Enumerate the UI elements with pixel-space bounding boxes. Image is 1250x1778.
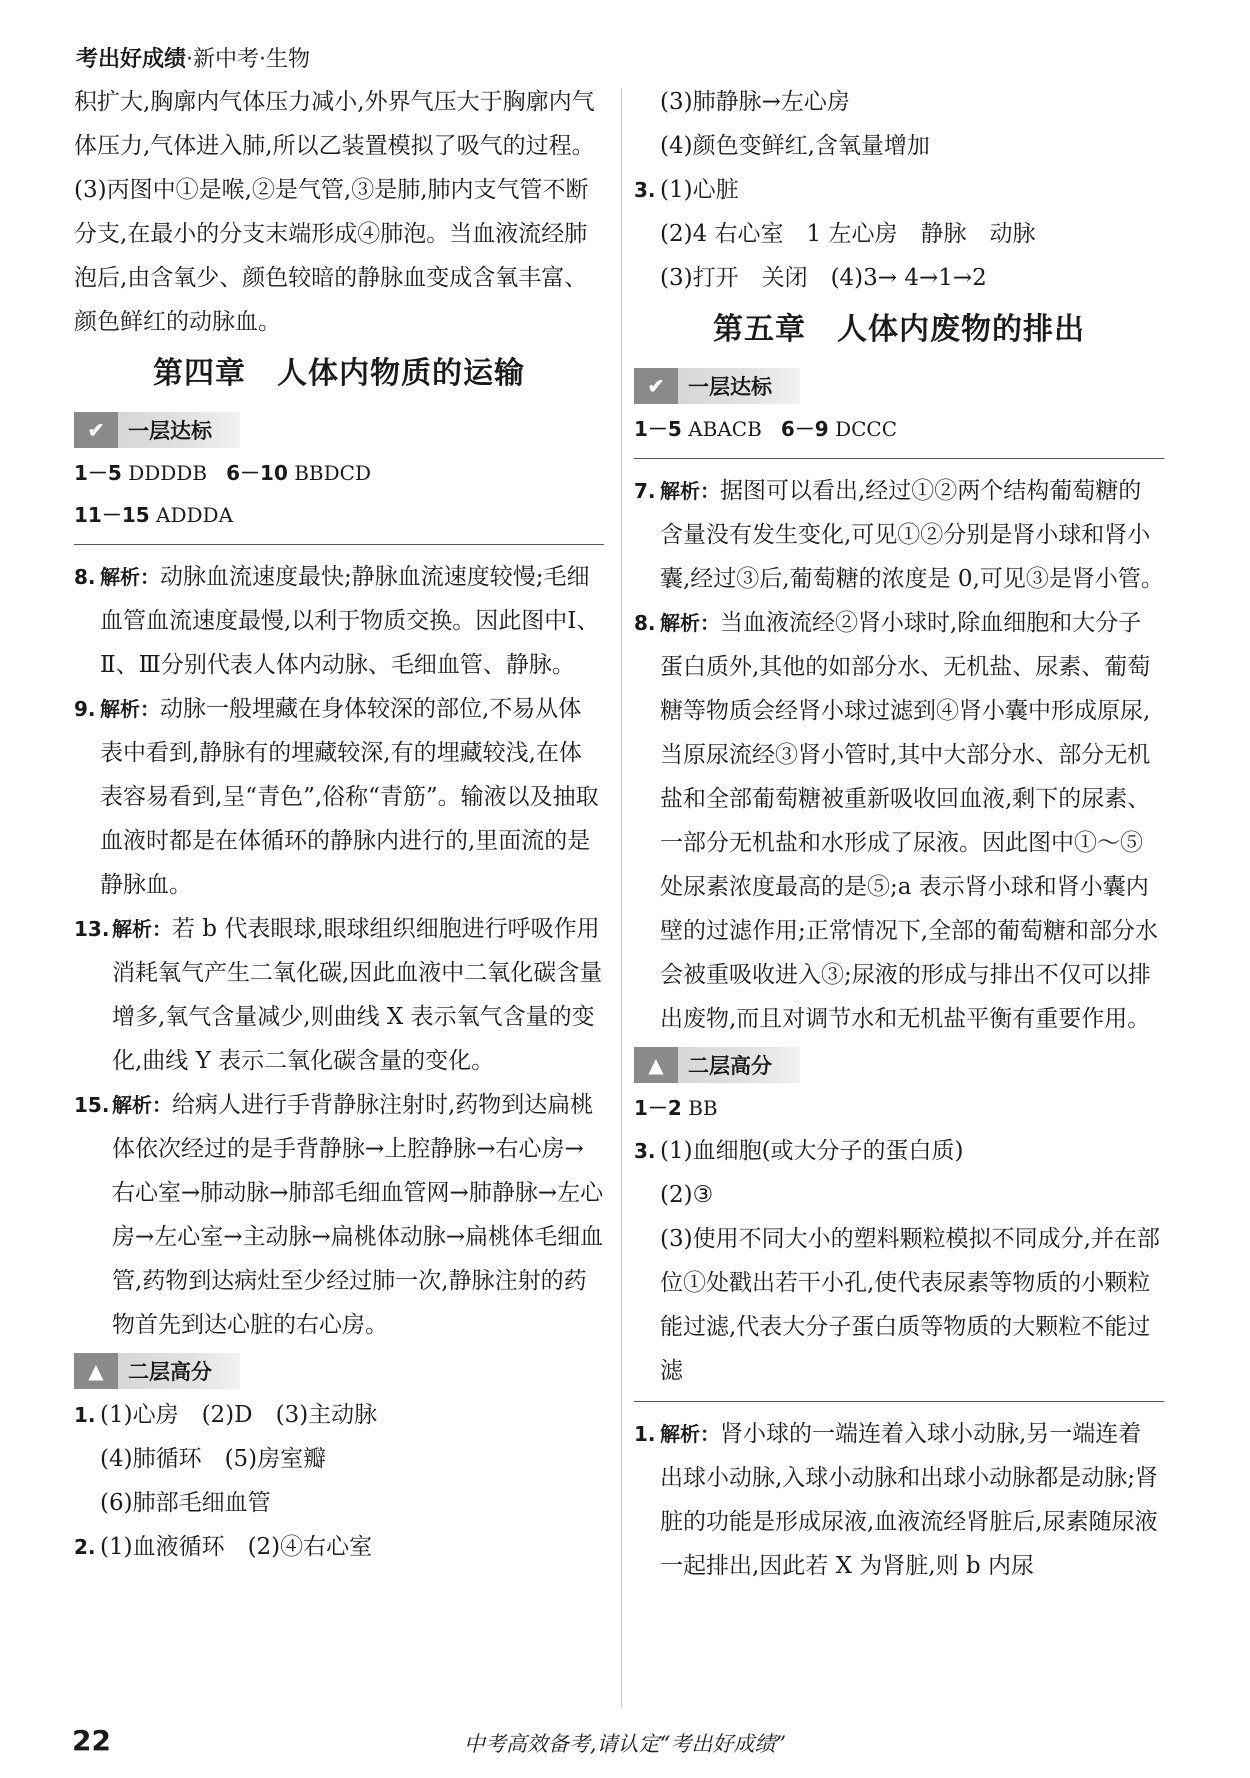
question-item [634,1412,1164,1588]
question-number: 1. [634,1422,656,1446]
answer-line: (3)打开 关闭 (4)3→ 4→1→2 [660,265,987,291]
section-badge-label: 二层高分 [128,1360,212,1384]
section-rule [634,458,1164,459]
section-badge-level1 [74,412,240,448]
check-icon: ✔ [634,368,678,404]
analysis-text: 动脉一般埋藏在身体较深的部位,不易从体表中看到,静脉有的埋藏较深,有的埋藏较浅,在体表容易看到,呈“青色”,俗称“青筋”。输液以及抽取血液时都是在体循环的静脉内进行的,里面流的是静脉血。 [100,696,599,898]
answer-range: 1－2 [634,1096,682,1120]
question-item [634,601,1164,1041]
answer-values: DDDDB [128,461,208,485]
answer-line: (2)4 右心室 1 左心房 静脉 动脉 [660,221,1036,247]
section-badge-label: 二层高分 [688,1054,772,1078]
answer-range: 11－15 [74,503,150,527]
answer-key-row [634,1087,1164,1129]
section-badge-label: 一层达标 [688,375,772,399]
question-item [74,555,604,687]
up-arrow-icon: ▲ [74,1353,118,1389]
answer-line: (1)血液循环 (2)④右心室 [100,1534,373,1560]
column-divider [621,88,622,1708]
question-item [74,1525,604,1569]
answer-line: (2)③ [660,1182,714,1208]
answer-range: 1－5 [74,461,122,485]
check-icon: ✔ [74,412,118,448]
analysis-text: 当血液流经②肾小球时,除血细胞和大分子蛋白质外,其他的如部分水、无机盐、尿素、葡萄糖等物质会经肾小球过滤到④肾小囊中形成原尿,当原尿流经③肾小管时,其中大部分水、部分无机盐和全部葡萄糖被重新吸收回血液,剩下的尿素、一部分无机盐和水形成了尿液。因此图中①～⑤处尿素浓度最高的是⑤;a 表示肾小球和肾小囊内壁的过滤作用;正常情况下,全部的葡萄糖和部分水会被重吸收进入③;尿液的形成与排出不仅可以排出废物,而且对调节水和无机盐平衡有重要作用。 [660,610,1159,1032]
header-subtitle: ·新中考·生物 [186,47,311,72]
answer-values: BBDCD [294,461,372,485]
answer-line: (3)肺静脉→左心房 [660,89,850,115]
question-item [74,907,604,1083]
answer-values: ABACB [688,417,762,441]
analysis-text: 肾小球的一端连着入球小动脉,另一端连着出球小动脉,入球小动脉和出球小动脉都是动脉;肾脏的功能是形成尿液,血液流经肾脏后,尿素随尿液一起排出,因此若 X 为肾脏,则 b 内尿 [660,1421,1159,1579]
analysis-text: 动脉血流速度最快;静脉血流速度较慢;毛细血管血流速度最慢,以利于物质交换。因此图中Ⅰ、Ⅱ、Ⅲ分别代表人体内动脉、毛细血管、静脉。 [100,564,600,678]
answer-line: (1)血细胞(或大分子的蛋白质) [660,1138,964,1164]
answer-line: (4)颜色变鲜红,含氧量增加 [660,133,930,159]
analysis-label: 解析： [100,697,160,721]
question-number: 1. [74,1403,96,1427]
answer-line: (3)使用不同大小的塑料颗粒模拟不同成分,并在部位①处戳出若干小孔,使代表尿素等物质的小颗粒能过滤,代表大分子蛋白质等物质的大颗粒不能过滤 [660,1226,1160,1384]
question-number: 15. [74,1093,110,1117]
answer-range: 1－5 [634,417,682,441]
answer-line: (1)心脏 [660,177,739,203]
question-number: 8. [634,611,656,635]
answer-range: 6－9 [780,417,829,441]
analysis-label: 解析： [112,1093,172,1117]
section-rule [74,544,604,545]
question-number: 3. [634,1139,656,1163]
brand-title: 考出好成绩 [76,47,187,72]
question-number: 7. [634,479,656,503]
right-column [634,80,1164,1588]
section-badge-level2 [74,1353,240,1389]
question-item [634,1129,1164,1393]
answer-key-row [74,452,604,494]
section-rule [634,1401,1164,1402]
chapter-title: 第五章 人体内废物的排出 [713,312,1085,347]
question-number: 2. [74,1535,96,1559]
analysis-text: 给病人进行手背静脉注射时,药物到达扁桃体依次经过的是手背静脉→上腔静脉→右心房→右心室→肺动脉→肺部毛细血管网→肺静脉→左心房→左心室→主动脉→扁桃体动脉→扁桃体毛细血管,药物到达病灶至少经过肺一次,静脉注射的药物首先到达心脏的右心房。 [112,1092,604,1338]
section-badge-label: 一层达标 [128,419,212,443]
analysis-label: 解析： [660,611,720,635]
answer-key-row [634,408,1164,450]
answer-values: ADDDA [156,503,234,527]
chapter-title: 第四章 人体内物质的运输 [153,356,525,391]
analysis-label: 解析： [112,917,172,941]
question-number: 8. [74,565,96,589]
answer-key-row [74,494,604,536]
section-badge-level1 [634,368,800,404]
answer-line: (1)心房 (2)D (3)主动脉 [100,1402,378,1428]
analysis-text: 若 b 代表眼球,眼球组织细胞进行呼吸作用消耗氧气产生二氧化碳,因此血液中二氧化碳含量增多,氧气含量减少,则曲线 X 表示氧气含量的变化,曲线 Y 表示二氧化碳含量的变化。 [112,916,603,1074]
answer-values: DCCC [835,417,898,441]
left-column [74,80,604,1569]
question-number: 3. [634,178,656,202]
continued-paragraph: 积扩大,胸廓内气体压力减小,外界气压大于胸廓内气体压力,气体进入肺,所以乙装置模拟了吸气的过程。(3)丙图中①是喉,②是气管,③是肺,肺内支气管不断分支,在最小的分支末端形成④肺泡。当血液流经肺泡后,由含氧少、颜色较暗的静脉血变成含氧丰富、颜色鲜红的动脉血。 [74,89,595,335]
analysis-label: 解析： [100,565,160,589]
footer-slogan: 中考高效备考,请认定“考出好成绩” [463,1732,787,1756]
answer-values: BB [688,1096,718,1120]
page-number: 22 [72,1724,111,1757]
analysis-text: 据图可以看出,经过①②两个结构葡萄糖的含量没有发生变化,可见①②分别是肾小球和肾小囊,经过③后,葡萄糖的浓度是 0,可见③是肾小管。 [660,478,1164,592]
question-item [634,469,1164,601]
analysis-label: 解析： [660,479,720,503]
question-item [634,168,1164,300]
question-item [74,687,604,907]
page-header [76,40,310,80]
answer-line: (4)肺循环 (5)房室瓣 [100,1446,327,1472]
analysis-label: 解析： [660,1422,720,1446]
question-item [74,1083,604,1347]
section-badge-level2 [634,1047,800,1083]
question-item [74,1393,604,1525]
answer-line: (6)肺部毛细血管 [100,1490,271,1516]
question-number: 9. [74,697,96,721]
question-number: 13. [74,917,110,941]
up-arrow-icon: ▲ [634,1047,678,1083]
answer-range: 6－10 [226,461,288,485]
